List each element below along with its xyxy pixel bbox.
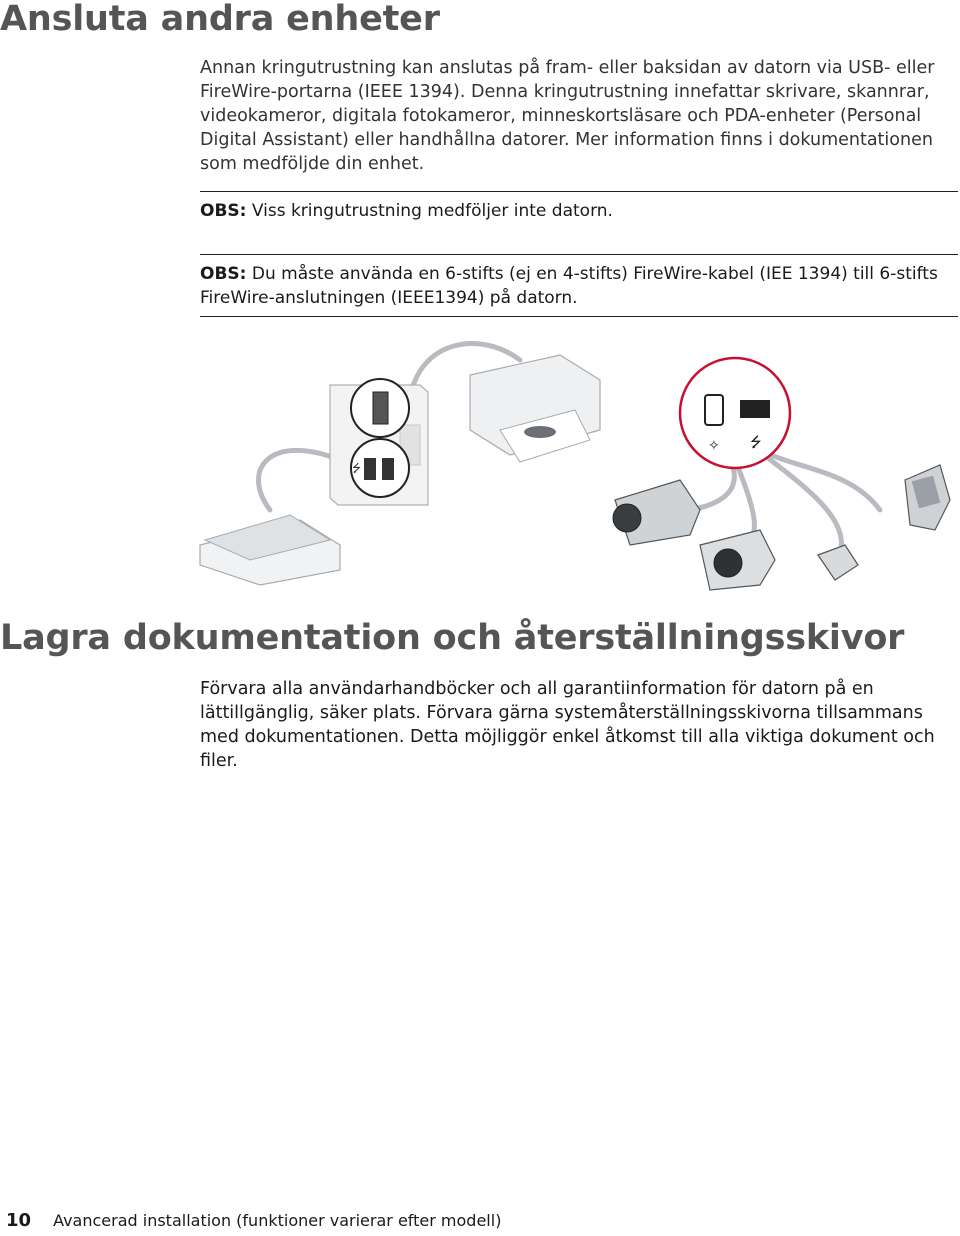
note-bottom-rule xyxy=(200,316,958,317)
firewire-port-icon xyxy=(705,395,723,425)
digital-camera xyxy=(700,530,775,590)
front-ports-callout xyxy=(680,358,790,468)
page-footer xyxy=(6,1210,501,1231)
pda xyxy=(905,465,950,530)
scanner xyxy=(200,515,340,585)
printer xyxy=(470,355,600,462)
usb-port-icon xyxy=(382,458,394,480)
firewire-port-icon xyxy=(373,392,388,424)
storage-paragraph: Förvara alla användarhandböcker och all garantiinformation för datorn på en lättillgänglig, säker plats. Förvara gärna systemåterställningsskivorna tillsammans med dokumentationen. Detta möjliggör enkel åtkomst till alla viktiga dokument och filer. xyxy=(200,679,935,771)
note-text: Viss kringutrustning medföljer inte datorn. xyxy=(251,201,613,221)
note-text: Du måste använda en 6-stifts (ej en 4-stifts) FireWire-kabel (IEE 1394) till 6-stifts FireWire-anslutningen (IEEE1394) på datorn. xyxy=(200,264,938,308)
video-camera xyxy=(613,480,700,545)
section-heading-connect-devices: Ansluta andra enheter xyxy=(0,0,440,39)
memory-card-reader xyxy=(818,545,858,580)
note-divider-rule xyxy=(200,254,958,255)
usb-port-icon xyxy=(364,458,376,480)
note-optional-peripherals xyxy=(200,199,956,223)
page-number: 10 xyxy=(6,1210,32,1231)
computer-tower xyxy=(330,379,428,505)
note-label: OBS: xyxy=(200,201,247,221)
note-top-rule xyxy=(200,191,958,192)
usb-symbol-icon: ⭍ xyxy=(750,435,762,451)
usb-symbol-icon: ⭍ xyxy=(352,462,362,475)
intro-paragraph: Annan kringutrustning kan anslutas på fram- eller baksidan av datorn via USB- eller FireWire-portarna (IEEE 1394). Denna kringutrustning innefattar skrivare, skannrar, videokameror, digitala fotokameror, minneskortsläsare och PDA-enheter (Personal Digital Assistant) eller handhållna datorer. Mer information finns i dokumentationen som medföljde din enhet. xyxy=(200,58,935,174)
peripheral-connection-illustration xyxy=(150,340,960,600)
firewire-symbol-icon: ✧ xyxy=(708,438,720,454)
note-firewire-cable xyxy=(200,262,956,310)
note-label: OBS: xyxy=(200,264,247,284)
usb-port-icon xyxy=(740,400,770,418)
section-heading-store-documentation: Lagra dokumentation och återställningsskivor xyxy=(0,618,905,658)
footer-text: Avancerad installation (funktioner varierar efter modell) xyxy=(53,1211,502,1230)
